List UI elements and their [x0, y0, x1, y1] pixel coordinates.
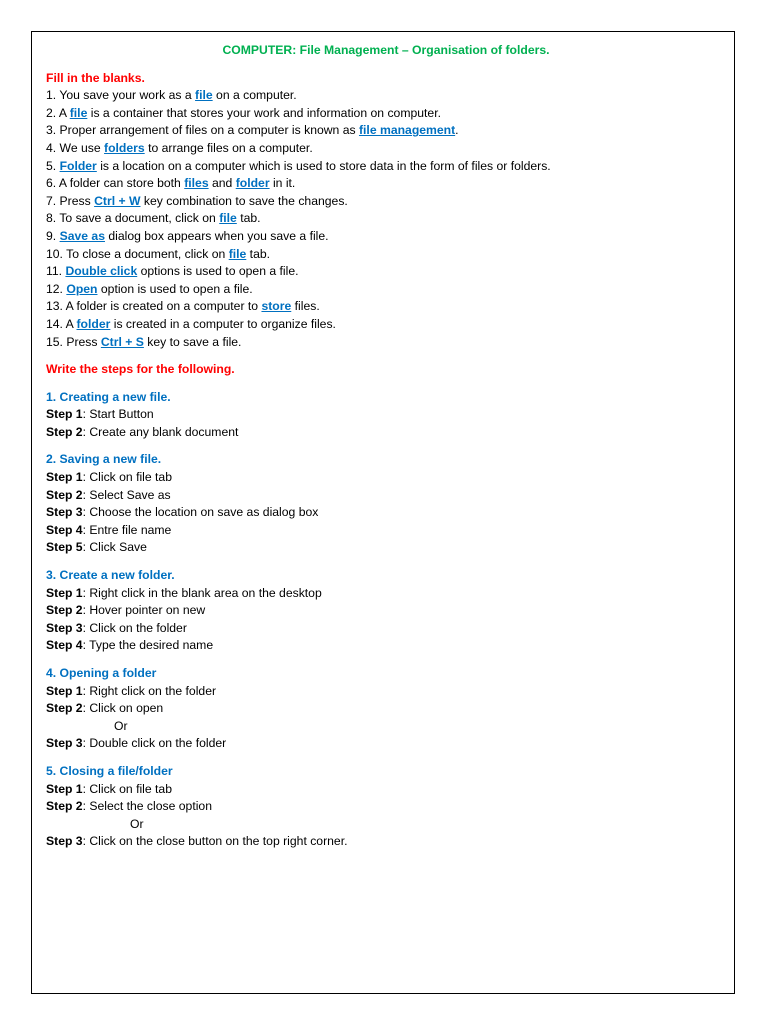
step-text: : Right click in the blank area on the desktop [82, 585, 322, 600]
item-text: 1. You save your work as a [46, 88, 196, 103]
step-line [46, 637, 726, 655]
item-text: key combination to save the changes. [140, 193, 348, 208]
fill-blank-item [46, 140, 726, 158]
answer-text: file [228, 246, 247, 261]
step-text: : Click Save [82, 540, 147, 555]
section-heading: 1. Creating a new file. [46, 389, 171, 404]
item-text: 2. A [46, 105, 70, 120]
step-text: : Hover pointer on new [82, 603, 206, 618]
step-line [46, 700, 726, 718]
step-label: Step 1 [46, 585, 83, 600]
item-text: 3. Proper arrangement of files on a computer is known as [46, 123, 359, 138]
step-text: : Create any blank document [82, 424, 239, 439]
step-line [46, 406, 726, 424]
answer-text: folders [104, 140, 145, 155]
step-text: : Click on the folder [82, 620, 187, 635]
item-text: to arrange files on a computer. [144, 140, 313, 155]
step-label: Step 2 [46, 487, 83, 502]
section-heading: 2. Saving a new file. [46, 452, 162, 467]
step-label: Step 3 [46, 736, 83, 751]
item-text: options is used to open a file. [137, 264, 299, 279]
answer-text: file [69, 105, 88, 120]
step-text: : Entre file name [82, 522, 172, 537]
answer-text: Open [66, 281, 98, 296]
step-line [46, 798, 726, 816]
step-line [46, 683, 726, 701]
step-line [46, 504, 726, 522]
answer-text: folder [235, 176, 270, 191]
step-text: : Select the close option [82, 799, 212, 814]
fill-blank-item [46, 228, 726, 246]
step-label: Step 5 [46, 540, 83, 555]
item-text: 15. Press [46, 334, 101, 349]
fill-blank-item [46, 175, 726, 193]
fill-blank-item [46, 210, 726, 228]
step-line [46, 602, 726, 620]
step-label: Step 1 [46, 407, 83, 422]
item-text: in it. [269, 176, 296, 191]
answer-text: file management [358, 123, 456, 138]
fill-blank-item [46, 87, 726, 105]
step-line [46, 781, 726, 799]
item-text: on a computer. [212, 88, 297, 103]
step-label: Step 1 [46, 470, 83, 485]
or-separator: Or [114, 718, 128, 733]
step-line [46, 487, 726, 505]
step-label: Step 4 [46, 522, 83, 537]
page-title: COMPUTER: File Management – Organisation of folders. [222, 43, 550, 57]
item-text: 4. We use [46, 140, 105, 155]
item-text: 10. To close a document, click on [46, 246, 229, 261]
step-line [46, 833, 726, 851]
step-label: Step 2 [46, 603, 83, 618]
step-text: : Click on file tab [82, 781, 172, 796]
item-text: and [208, 176, 236, 191]
step-label: Step 1 [46, 781, 83, 796]
item-text: 5. [46, 158, 60, 173]
step-text: : Double click on the folder [82, 736, 227, 751]
item-text: is a container that stores your work and information on computer. [87, 105, 441, 120]
item-text: dialog box appears when you save a file. [104, 228, 329, 243]
step-label: Step 4 [46, 638, 83, 653]
item-text: 12. [46, 281, 67, 296]
step-label: Step 3 [46, 620, 83, 635]
item-text: 14. A [46, 316, 77, 331]
step-text: : Choose the location on save as dialog box [82, 505, 319, 520]
answer-text: Ctrl + S [100, 334, 144, 349]
fill-blanks-heading: Fill in the blanks. [46, 70, 145, 85]
fill-blank-item [46, 281, 726, 299]
answer-text: file [195, 88, 213, 103]
fill-blank-item [46, 246, 726, 264]
answer-text: Ctrl + W [94, 193, 141, 208]
step-line [46, 469, 726, 487]
item-text: 6. A folder can store both [46, 176, 185, 191]
steps-sections [46, 379, 726, 851]
step-text: : Click on open [82, 701, 164, 716]
fill-blank-item [46, 105, 726, 123]
step-text: : Start Button [82, 407, 154, 422]
step-line [46, 539, 726, 557]
item-text: option is used to open a file. [97, 281, 253, 296]
step-line [46, 585, 726, 603]
step-line [46, 424, 726, 442]
answer-text: Save as [59, 228, 105, 243]
item-text: 7. Press [46, 193, 95, 208]
fill-blank-item [46, 316, 726, 334]
fill-blank-item [46, 263, 726, 281]
item-text: 13. A folder is created on a computer to [46, 299, 262, 314]
step-label: Step 2 [46, 701, 83, 716]
item-text: 11. [46, 264, 66, 279]
item-text: is created in a computer to organize files. [110, 316, 336, 331]
answer-text: file [219, 211, 237, 226]
answer-text: store [261, 299, 292, 314]
answer-text: files [184, 176, 209, 191]
step-label: Step 3 [46, 834, 83, 849]
steps-heading: Write the steps for the following. [46, 362, 235, 377]
item-text: 8. To save a document, click on [46, 211, 220, 226]
item-text: tab. [246, 246, 271, 261]
or-separator: Or [130, 816, 144, 831]
fill-blank-item [46, 122, 726, 140]
step-label: Step 2 [46, 799, 83, 814]
step-text: : Click on file tab [82, 470, 172, 485]
item-text: files. [291, 299, 320, 314]
step-line [46, 620, 726, 638]
step-line [46, 522, 726, 540]
fill-blank-item [46, 298, 726, 316]
fill-blank-item [46, 158, 726, 176]
step-line [46, 735, 726, 753]
section-heading: 3. Create a new folder. [46, 568, 175, 583]
section-heading: 4. Opening a folder [46, 666, 157, 680]
document-content [46, 42, 726, 851]
fill-blank-item [46, 334, 726, 352]
fill-blanks-list [46, 87, 726, 351]
item-text: is a location on a computer which is used to store data in the form of files or folders. [96, 158, 551, 173]
item-text: key to save a file. [143, 334, 242, 349]
step-label: Step 2 [46, 424, 83, 439]
step-label: Step 3 [46, 505, 83, 520]
step-label: Step 1 [46, 683, 83, 698]
answer-text: Folder [59, 158, 97, 173]
answer-text: folder [76, 316, 111, 331]
step-text: : Type the desired name [82, 638, 214, 653]
fill-blank-item [46, 193, 726, 211]
step-text: : Select Save as [82, 487, 171, 502]
item-text: 9. [46, 228, 60, 243]
item-text: . [455, 123, 459, 138]
item-text: tab. [236, 211, 261, 226]
section-heading: 5. Closing a file/folder [46, 763, 173, 778]
step-text: : Click on the close button on the top right corner. [82, 834, 348, 849]
step-text: : Right click on the folder [82, 683, 217, 698]
answer-text: Double click [65, 264, 138, 279]
